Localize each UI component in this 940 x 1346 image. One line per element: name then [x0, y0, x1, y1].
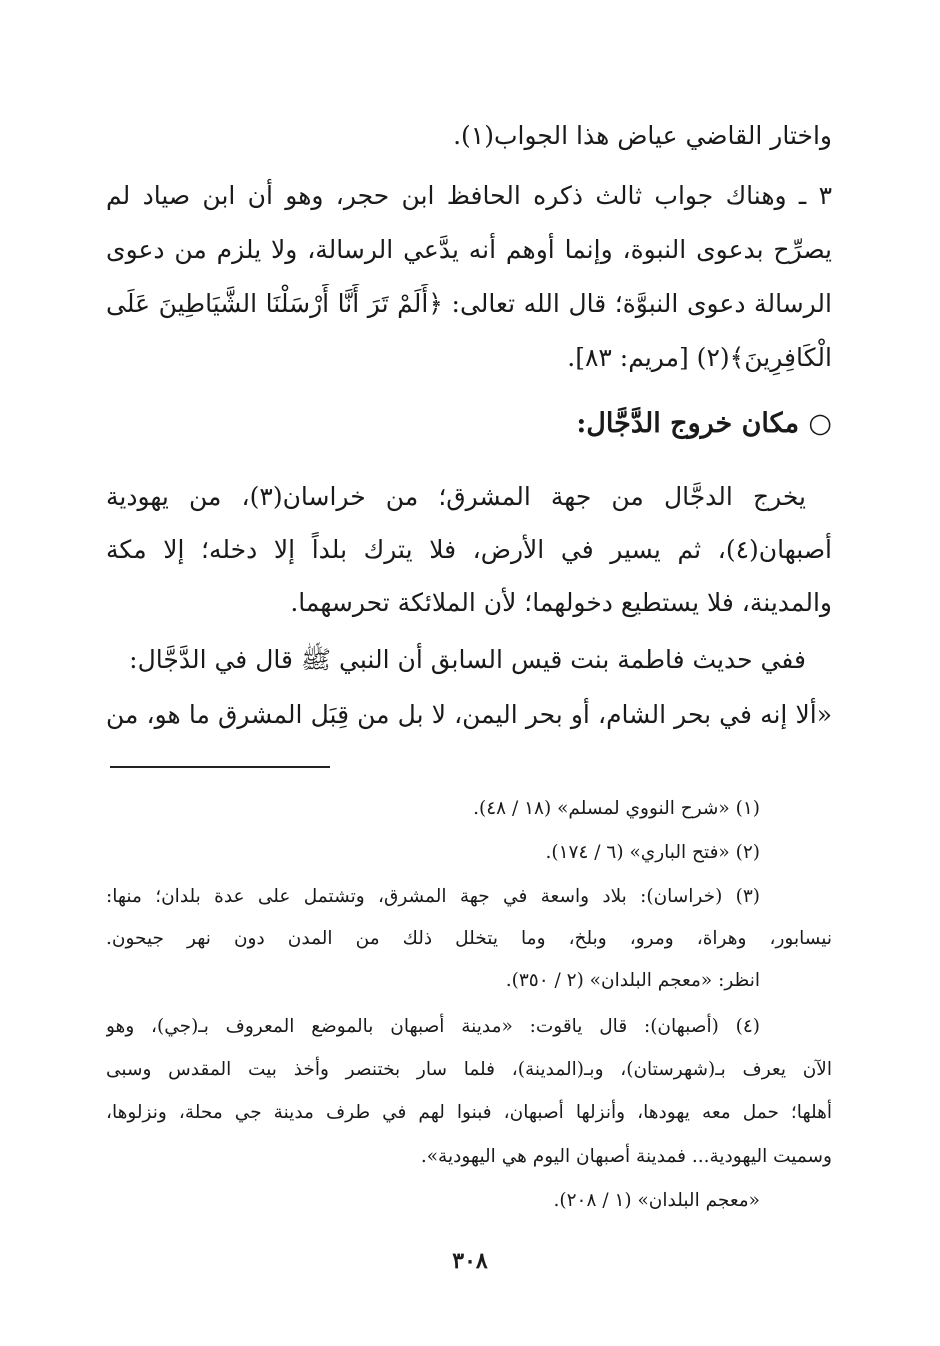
body-line-9: ففي حديث فاطمة بنت قيس السابق أن النبي ﷺ قال في الدَّجَّال:: [129, 645, 806, 674]
body-line-7: أصبهان(٤)، ثم يسير في الأرض، فلا يترك بلداً إلا دخله؛ إلا مكة: [106, 535, 832, 564]
body-line-3: يصرِّح بدعوى النبوة، وإنما أوهم أنه يدَّعي الرسالة، ولا يلزم من دعوى: [106, 235, 832, 264]
page-number: ٣٠٨: [452, 1248, 488, 1274]
footnote-4-line-4: وسميت اليهودية... فمدينة أصبهان اليوم هي اليهودية».: [420, 1146, 832, 1167]
footnote-1: (١) «شرح النووي لمسلم» (١٨ / ٤٨).: [473, 798, 760, 819]
body-line-8: والمدينة، فلا يستطيع دخولهما؛ لأن الملائكة تحرسهما.: [290, 588, 832, 617]
footnote-4-ref: «معجم البلدان» (١ / ٢٠٨).: [553, 1190, 760, 1211]
footnote-2: (٢) «فتح الباري» (٦ / ١٧٤).: [545, 842, 760, 863]
body-line-6: يخرج الدجَّال من جهة المشرق؛ من خراسان(٣)، من يهودية: [106, 482, 806, 511]
footnote-3-line-2: نيسابور، وهراة، ومرو، وبلخ، وما يتخلل ذلك من المدن دون نهر جيحون.: [106, 928, 832, 949]
footnote-separator: [110, 766, 330, 768]
footnote-3-line-1: (٣) (خراسان): بلاد واسعة في جهة المشرق، وتشتمل على عدة بلدان؛ منها:: [106, 886, 760, 907]
footnote-4-line-3: أهلها؛ حمل معه يهودها، وأنزلها أصبهان، فبنوا لهم في طرف مدينة جي محلة، ونزلوها،: [106, 1102, 832, 1123]
body-line-4: الرسالة دعوى النبوَّة؛ قال الله تعالى: ﴿أَلَمْ تَرَ أَنَّا أَرْسَلْنَا الشَّيَاطِينَ عَلَى: [106, 289, 832, 318]
body-line-5: الْكَافِرِينَ﴾(٢) [مريم: ٨٣].: [567, 343, 832, 372]
section-heading: ○ مكان خروج الدَّجَّال:: [576, 408, 832, 439]
footnote-4-line-2: الآن يعرف بـ(شهرستان)، وبـ(المدينة)، فلما سار بختنصر وأخذ بيت المقدس وسبى: [106, 1059, 832, 1080]
body-line-10: «ألا إنه في بحر الشام، أو بحر اليمن، لا بل من قِبَل المشرق ما هو، من: [106, 700, 832, 729]
body-line-2: ٣ ـ وهناك جواب ثالث ذكره الحافظ ابن حجر، وهو أن ابن صياد لم: [106, 181, 832, 210]
footnote-4-line-1: (٤) (أصبهان): قال ياقوت: «مدينة أصبهان بالموضع المعروف بـ(جي)، وهو: [106, 1016, 760, 1037]
footnote-3-ref: انظر: «معجم البلدان» (٢ / ٣٥٠).: [505, 970, 760, 991]
body-line-1: واختار القاضي عياض هذا الجواب(١).: [453, 121, 832, 150]
